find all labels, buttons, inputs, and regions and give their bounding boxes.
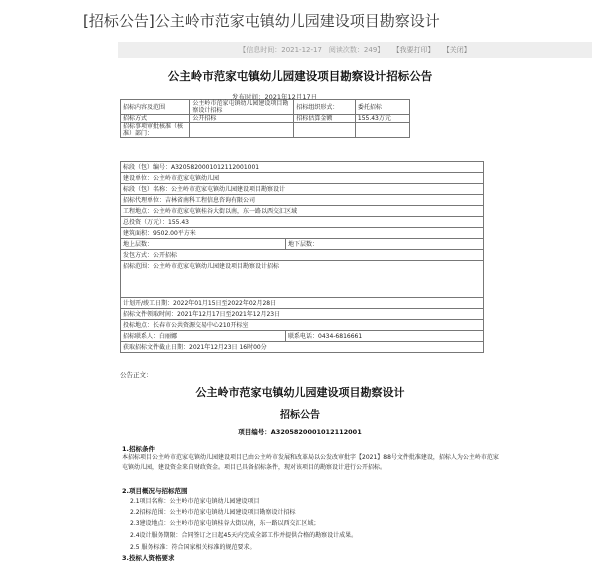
empty-cell [294,123,356,138]
list-item: 2.1项目名称：公主岭市范家屯镇幼儿园建设项目 [130,498,260,505]
area: 建筑面积：9502.00平方米 [121,228,484,239]
page-title: [招标公告]公主岭市范家屯镇幼儿园建设项目勘察设计 [83,12,440,30]
estimate-label: 招标估算金额 [294,115,356,123]
body-title: 公主岭市范家屯镇幼儿园建设项目勘察设计 [195,386,405,399]
table-row [121,100,410,115]
deadline: 获取招标文件截止日期：2021年12月23日 16时00分 [121,342,484,353]
org-form-value: 委托招标 [355,100,409,115]
agent: 招标代理单位：吉林省南科工程信息咨询有限公司 [121,195,484,206]
table-row [121,239,484,250]
method-label: 招标方式 [121,115,190,123]
section-heading: 1.招标条件 [122,445,155,453]
section-no: 标段（包）编号：A3205820001012112001001 [121,162,484,173]
publish-time: 发布时间：2021年12月17日 [232,93,318,101]
summary-table [120,99,410,138]
doc-time: 招标文件领取时间：2021年12月17日至2021年12月23日 [121,309,484,320]
close-link[interactable]: 【关闭】 [442,46,471,54]
scope: 招标范围：公主岭市范家屯镇幼儿园建设项目勘察设计招标 [121,261,484,298]
table-row [121,342,484,353]
section-heading: 2.项目概况与招标范围 [122,487,188,495]
approval-value [190,123,294,138]
list-item: 2.5 服务标准：符合国家相关标准的规范要求。 [130,544,256,551]
meta-bar [118,42,592,58]
table-row [121,217,484,228]
investment: 总投资（万元）：155.43 [121,217,484,228]
body-label: 公告正文： [120,371,153,379]
info-time: 【信息时间：2021-12-17 阅读次数：249】 [239,46,385,54]
table-row [121,250,484,261]
body-subtitle: 招标公告 [280,410,320,421]
table-row [121,162,484,173]
schedule: 计划开/竣工日期：2022年01月15日至2022年02月28日 [121,298,484,309]
table-row [121,320,484,331]
table-row [121,261,484,298]
below-floors: 地下层数： [286,239,484,250]
table-row [121,228,484,239]
release-method: 发包方式：公开招标 [121,250,484,261]
table-row [121,298,484,309]
phone: 联系电话：0434-6816661 [286,331,484,342]
table-row [121,115,410,123]
table-row [121,184,484,195]
contact: 招标联系人：白丽娜 [121,331,286,342]
table-row [121,195,484,206]
section-name: 标段（包）名称：公主岭市范家屯镇幼儿园建设项目勘察设计 [121,184,484,195]
org-form-label: 招标组织形式： [294,100,356,115]
location: 工程地点：公主岭市范家屯镇桂谷大街以南，东一路以西交汇区域 [121,206,484,217]
project-number: 项目编号：A3205820001012112001 [238,428,362,436]
detail-table [120,161,484,353]
table-row [121,309,484,320]
method-value: 公开招标 [190,115,294,123]
section-heading: 3.投标人资格要求 [122,554,175,562]
table-row [121,173,484,184]
content-scope-label: 招标内容及范围 [121,100,190,115]
estimate-value: 155.43万元 [355,115,409,123]
list-item: 2.3建设地点：公主岭市范家屯镇桂谷大街以南，东一路以西交汇区域； [130,520,320,527]
list-item: 2.4设计服务期限：合同签订之日起45天内完成全部工作并提供合格的勘察设计成果。 [130,532,358,539]
list-item: 2.2招标范围：公主岭市范家屯镇幼儿园建设项目勘察设计招标 [130,509,296,516]
print-link[interactable]: 【我要打印】 [392,46,435,54]
table-row [121,206,484,217]
builder: 建设单位：公主岭市范家屯镇幼儿园 [121,173,484,184]
section-paragraph: 本招标项目公主岭市范家屯镇幼儿园建设项目已由公主岭市发展和改革局以公发改审批字【2021】88号文件批准建设，招标人为公主岭市范家屯镇幼儿园，建设资金来自财政资金。项目已具备招标条件，现对该项目的勘察设计进行公开招标。 [122,454,499,471]
table-row [121,331,484,342]
table-row [121,123,410,138]
empty-cell [355,123,409,138]
content-scope-value: 公主岭市范家屯镇幼儿园建设项目勘察设计招标 [190,100,294,115]
announcement-title: 公主岭市范家屯镇幼儿园建设项目勘察设计招标公告 [167,69,433,83]
approval-label: 招标事项审批核准（核准）部门： [121,123,190,138]
doc-place: 投标地点：长春市公共资源交易中心210开标室 [121,320,484,331]
above-floors: 地上层数： [121,239,286,250]
